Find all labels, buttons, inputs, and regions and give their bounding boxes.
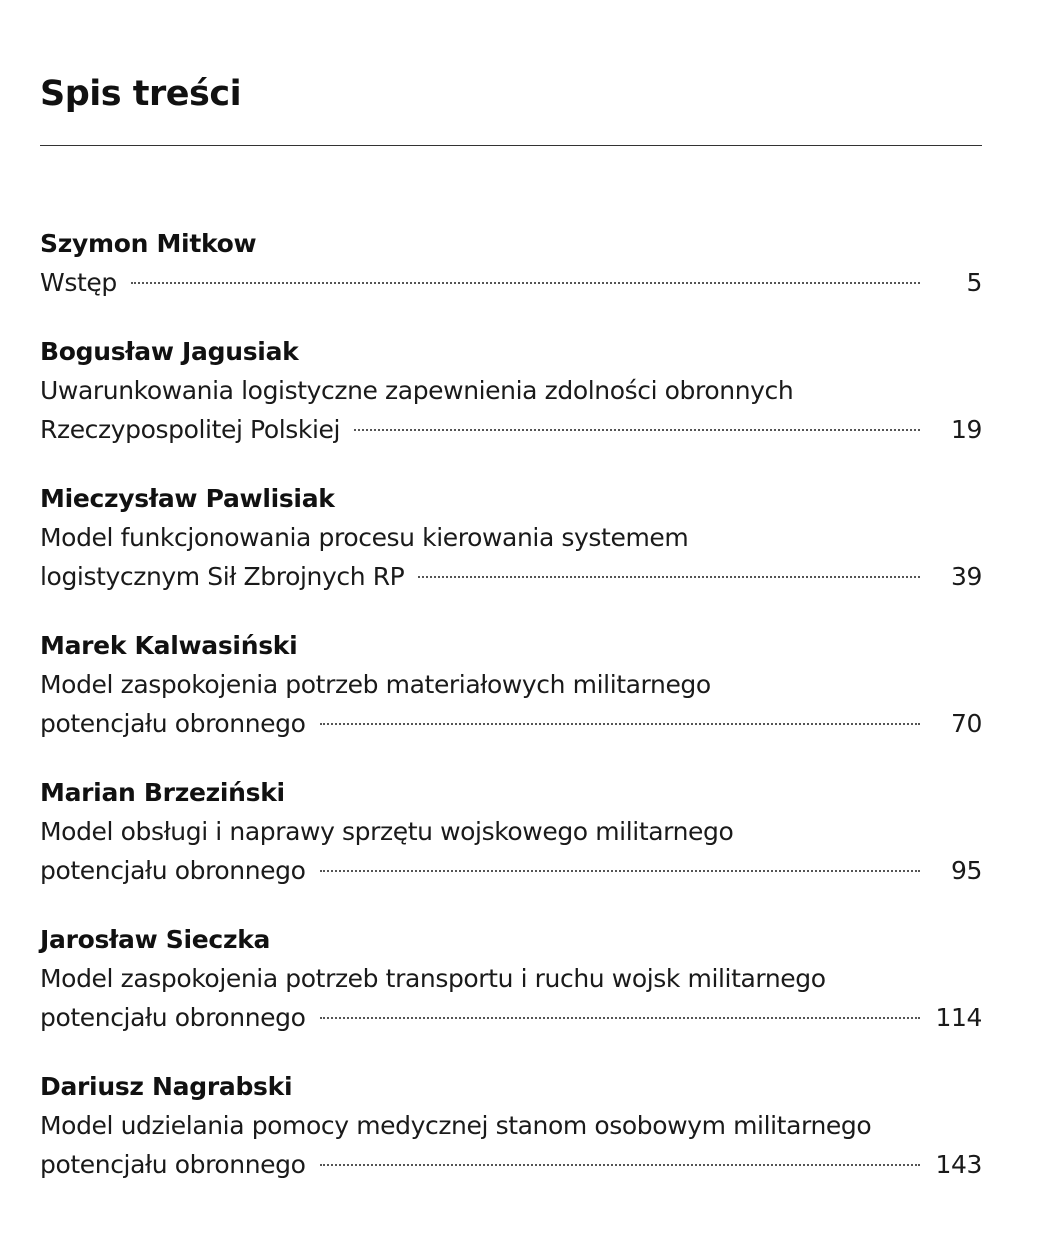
page-number: 5 xyxy=(966,268,982,297)
entry-title-line xyxy=(40,410,982,449)
entry-title-text: Wstęp xyxy=(40,268,117,297)
entry-title-line xyxy=(40,851,982,890)
dot-leader xyxy=(320,723,920,725)
entry-author: Marek Kalwasiński xyxy=(40,631,298,660)
entry-author: Szymon Mitkow xyxy=(40,229,257,258)
entry-author: Jarosław Sieczka xyxy=(40,925,271,954)
entry-title-line xyxy=(40,998,982,1037)
toc-entry xyxy=(40,773,982,920)
toc-entry xyxy=(40,920,982,1067)
entry-title-text: potencjału obronnego xyxy=(40,856,306,885)
dot-leader xyxy=(131,282,920,284)
entry-title-text: potencjału obronnego xyxy=(40,709,306,738)
entry-author: Bogusław Jagusiak xyxy=(40,337,299,366)
dot-leader xyxy=(320,1017,920,1019)
page-number: 95 xyxy=(950,856,982,885)
page-number: 143 xyxy=(935,1150,982,1179)
toc-entry xyxy=(40,224,982,332)
entry-author: Dariusz Nagrabski xyxy=(40,1072,293,1101)
dot-leader xyxy=(354,429,920,431)
entry-title-text: Rzeczypospolitej Polskiej xyxy=(40,415,341,444)
dot-leader xyxy=(320,870,920,872)
entry-author: Marian Brzeziński xyxy=(40,778,285,807)
entry-title-line: Model zaspokojenia potrzeb materiałowych militarnego xyxy=(40,670,711,699)
title-divider xyxy=(40,145,982,146)
page-number: 114 xyxy=(935,1003,982,1032)
entry-title-line xyxy=(40,263,982,302)
toc-entry xyxy=(40,626,982,773)
entry-title-line: Model udzielania pomocy medycznej stanom osobowym militarnego xyxy=(40,1111,872,1140)
entry-title-text: potencjału obronnego xyxy=(40,1003,306,1032)
page-number: 39 xyxy=(950,562,982,591)
entry-title-line: Model zaspokojenia potrzeb transportu i ruchu wojsk militarnego xyxy=(40,964,826,993)
toc-entry xyxy=(40,332,982,479)
toc-entry xyxy=(40,479,982,626)
entry-title-line xyxy=(40,1145,982,1184)
entry-title-line: Uwarunkowania logistyczne zapewnienia zdolności obronnych xyxy=(40,376,794,405)
dot-leader xyxy=(418,576,920,578)
page-number: 70 xyxy=(950,709,982,738)
entry-title-line: Model obsługi i naprawy sprzętu wojskowego militarnego xyxy=(40,817,734,846)
entry-title-line: Model funkcjonowania procesu kierowania systemem xyxy=(40,523,689,552)
entry-title-line xyxy=(40,704,982,743)
entry-title-text: logistycznym Sił Zbrojnych RP xyxy=(40,562,405,591)
dot-leader xyxy=(320,1164,920,1166)
toc-entry xyxy=(40,1067,982,1214)
entry-author: Mieczysław Pawlisiak xyxy=(40,484,335,513)
table-of-contents xyxy=(40,224,982,1214)
page-number: 19 xyxy=(950,415,982,444)
entry-title-text: potencjału obronnego xyxy=(40,1150,306,1179)
page-title: Spis treści xyxy=(40,74,242,114)
entry-title-line xyxy=(40,557,982,596)
